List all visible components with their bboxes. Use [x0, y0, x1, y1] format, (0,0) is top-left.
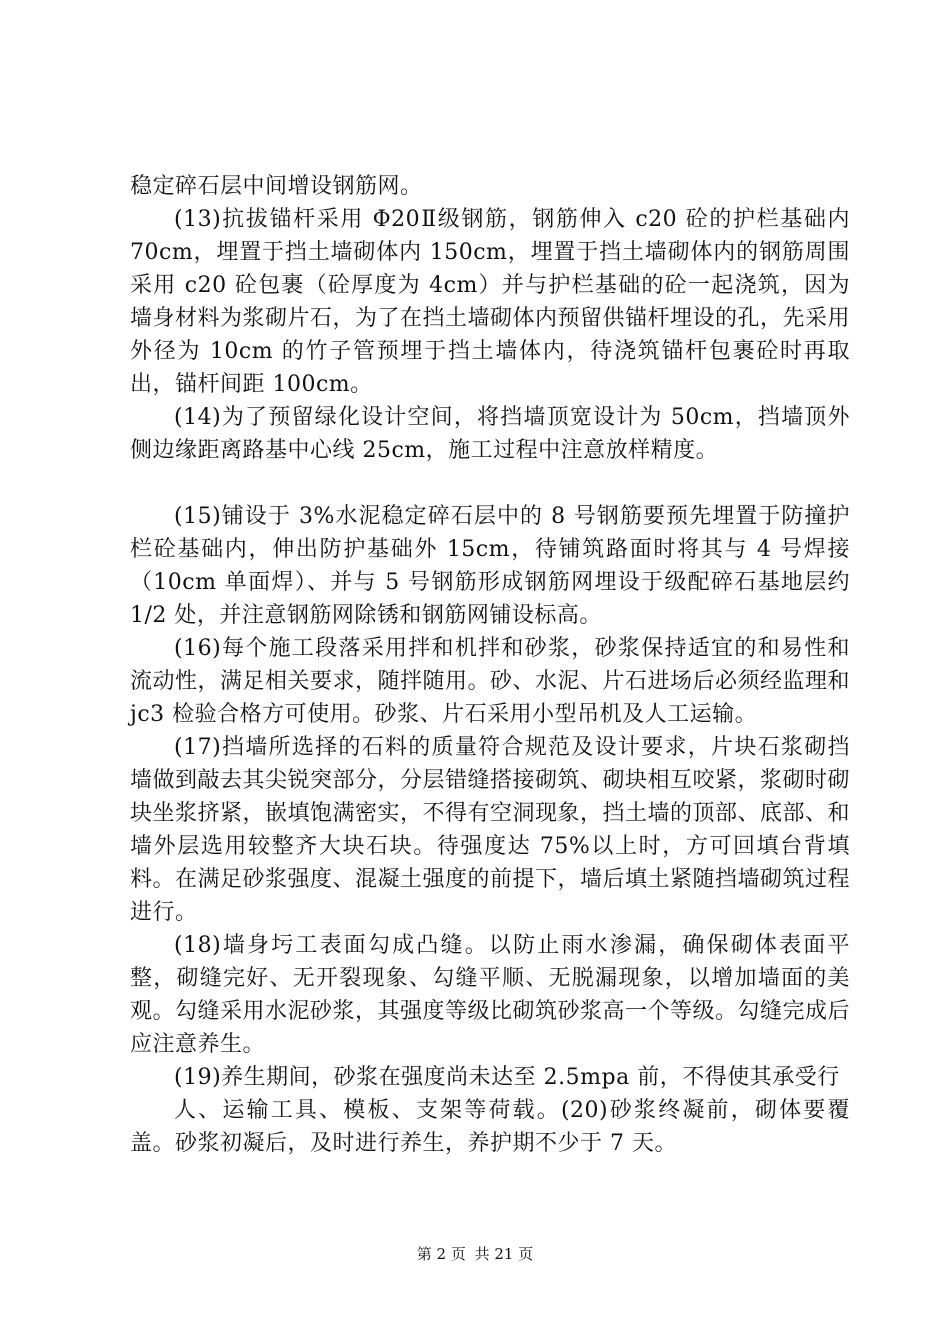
paragraph-13: (13)抗拔锚杆采用 Φ20Ⅱ级钢筋，钢筋伸入 c20 砼的护栏基础内 70cm，埋置于挡土墙砌体内 150cm，埋置于挡土墙砌体内的钢筋周围采用 c20 砼包裹（砼厚度为 4cm）并与护栏基础的砼一起浇筑，因为墙身材料为浆砌片石，为了在挡土墙砌体内预留供锚杆埋设的孔，先采用外径为 10cm 的竹子管预埋于挡土墙体内，待浇筑锚杆包裹砼时再取出，锚杆间距 100cm。 [130, 207, 851, 397]
page-number: 第 2 页 [416, 1245, 466, 1263]
paragraph-19-20: 人、运输工具、模板、支架等荷载。(20)砂浆终凝前，砌体要覆盖。砂浆初凝后，及时进行养生，养护期不少于 7 天。 [130, 1098, 850, 1156]
paragraph-18: (18)墙身圬工表面勾成凸缝。以防止雨水渗漏，确保砌体表面平整，砌缝完好、无开裂现象、勾缝平顺、无脱漏现象，以增加墙面的美观。勾缝采用水泥砂浆，其强度等级比砌筑砂浆高一个等级。勾缝完成后应注意养生。 [130, 933, 851, 1057]
document-body [130, 170, 850, 1160]
paragraph-15: (15)铺设于 3%水泥稳定碎石层中的 8 号钢筋要预先埋置于防撞护栏砼基础内，伸出防护基础外 15cm，待铺筑路面时将其与 4 号焊接（10cm 单面焊）、并与 5 号钢筋形成钢筋网埋设于级配碎石基地层约 1/2 处，并注意钢筋网除锈和钢筋网铺设标高。 [130, 504, 850, 628]
page-total: 共 21 页 [474, 1245, 534, 1263]
paragraph-17: (17)挡墙所选择的石料的质量符合规范及设计要求，片块石浆砌挡墙做到敲去其尖锐突部分，分层错缝搭接砌筑、砌块相互咬紧，浆砌时砌块坐浆挤紧，嵌填饱满密实，不得有空洞现象，挡土墙的顶部、底部、和墙外层选用较整齐大块石块。待强度达 75%以上时，方可回填台背填料。在满足砂浆强度、混凝土强度的前提下，墙后填土紧随挡墙砌筑过程进行。 [130, 735, 851, 925]
paragraph-19: (19)养生期间，砂浆在强度尚未达至 2.5mpa 前，不得使其承受行 [174, 1065, 840, 1090]
paragraph-16: (16)每个施工段落采用拌和机拌和砂浆，砂浆保持适宜的和易性和流动性，满足相关要求，随拌随用。砂、水泥、片石进场后必须经监理和 jc3 检验合格方可使用。砂浆、片石采用小型吊机及人工运输。 [130, 636, 851, 727]
page-footer [0, 1243, 950, 1264]
paragraph-14: (14)为了预留绿化设计空间，将挡墙顶宽设计为 50cm，挡墙顶外侧边缘距离路基中心线 25cm，施工过程中注意放样精度。 [130, 405, 850, 463]
paragraph-continuation: 稳定碎石层中间增设钢筋网。 [130, 174, 423, 199]
